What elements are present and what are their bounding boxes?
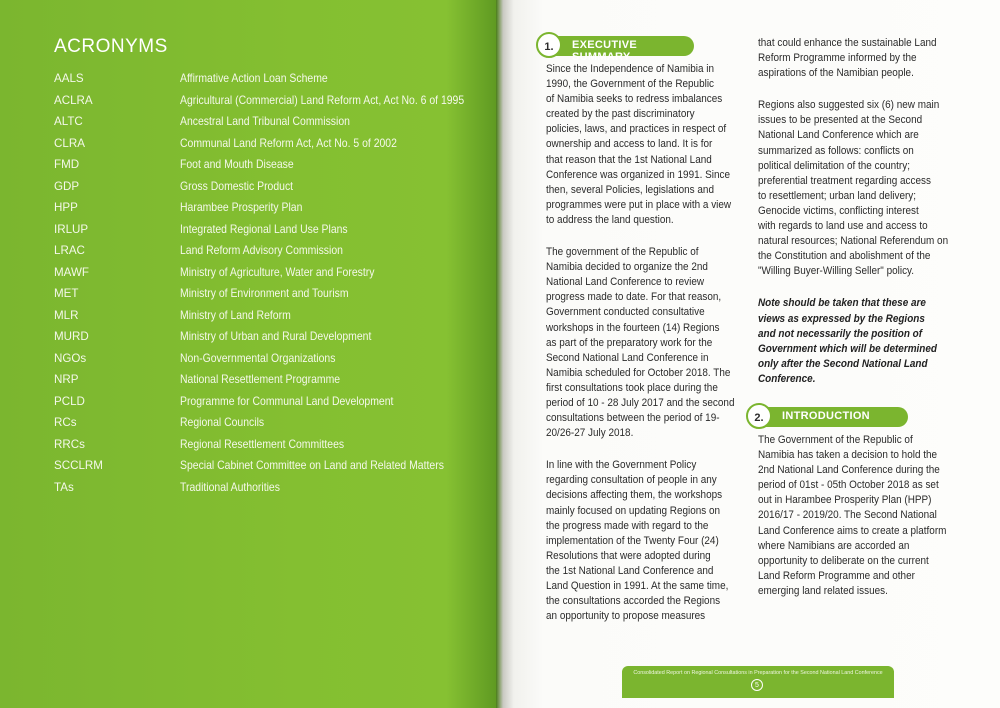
acronym-abbreviation: MET [54,287,79,300]
page-footer [622,666,894,698]
acronym-row [54,223,484,241]
acronym-abbreviation: HPP [54,201,78,214]
acronym-definition: Integrated Regional Land Use Plans [180,222,348,236]
acronym-definition: Regional Councils [180,416,265,429]
acronym-definition: Ministry of Land Reform [180,308,291,322]
executive-summary-paragraph-1: Since the Independence of Namibia in 1990, the Government of the Republic of Namibia seeks to redress imbalances created by the past discriminatory policies, laws, and practices in respect of ownership and access to land. It is for that reason that the 1st National Land Conference was organized in 1991. Since then, several Policies, legislations and programmes were put in place with a view to address the land question. [546,63,732,226]
section-2-title: INTRODUCTION [782,410,870,422]
acronym-definition: Harambee Prosperity Plan [180,201,303,214]
acronym-row [54,330,484,348]
acronym-row [54,201,484,219]
introduction-paragraph-1: The Government of the Republic of Namibia has taken a decision to hold the 2nd National Land Conference during the period of 01st - 05th October 2018 as set out in Harambee Prosperity Plan (HPP) 2016/17 - 2019/20. The Second National Land Conference aims to create a platform where Namibians are accorded an opportunity to deliberate on the current Land Reform Programme and other emerging land related issues. [758,433,947,597]
acronym-definition: Non-Governmental Organizations [180,351,336,365]
acronym-abbreviation: NRP [54,373,79,386]
acronym-row [54,459,484,477]
footer-text: Consolidated Report on Regional Consultations in Preparation for the Second National Land Conference [633,670,883,676]
acronym-abbreviation: TAs [54,480,74,494]
acronym-abbreviation: FMD [54,158,80,171]
acronym-row [54,266,484,284]
acronym-definition: Foot and Mouth Disease [180,158,294,171]
acronym-abbreviation: PCLD [54,394,85,408]
executive-summary-paragraph-4: that could enhance the sustainable Land Reform Programme informed by the aspirations of the Namibian people. [758,37,937,80]
acronym-definition: Agricultural (Commercial) Land Reform Act, Act No. 6 of 1995 [180,93,465,107]
acronym-definition: Programme for Communal Land Development [180,394,394,408]
section-1-title: EXECUTIVE SUMMARY [572,39,638,63]
acronym-abbreviation: LRAC [54,244,85,257]
acronym-abbreviation: AALS [54,72,84,85]
acronym-row [54,158,484,176]
acronym-definition: Affirmative Action Loan Scheme [180,72,328,85]
acronym-abbreviation: RCs [54,416,77,429]
acronyms-title: ACRONYMS [54,36,168,57]
acronyms-page [0,0,496,708]
acronym-abbreviation: MURD [54,330,89,343]
acronym-row [54,180,484,198]
acronym-abbreviation: MAWF [54,265,89,279]
left-column [546,62,742,624]
acronym-abbreviation: GDP [54,179,80,193]
acronym-definition: Ministry of Urban and Rural Development [180,330,372,343]
acronym-row [54,115,484,133]
acronym-row [54,137,484,155]
acronym-definition: Regional Resettlement Committees [180,437,345,451]
section-2-header [752,407,908,427]
acronym-definition: Traditional Authorities [180,480,280,494]
acronym-abbreviation: CLRA [54,136,85,150]
acronym-definition: Gross Domestic Product [180,179,294,193]
acronym-abbreviation: MLR [54,308,79,322]
acronym-definition: Ministry of Environment and Tourism [180,287,349,300]
acronym-abbreviation: ACLRA [54,93,93,107]
section-1-number: 1. [536,32,562,58]
report-page [514,0,1000,708]
acronym-row [54,72,484,90]
acronym-definition: Communal Land Reform Act, Act No. 5 of 2002 [180,136,397,150]
acronym-row [54,352,484,370]
acronym-row [54,244,484,262]
acronym-abbreviation: SCCLRM [54,459,103,472]
page-number: 5 [751,679,763,691]
book-spine [496,0,514,708]
section-1-header [542,36,694,63]
executive-summary-paragraph-3: In line with the Government Policy regarding consultation of people in any decisions affecting them, the workshops mainly focused on updating Regions on the progress made with regard to the implementation of the Twenty Four (24) Resolutions that were adopted during the 1st National Land Conference and Land Question in 1991. At the same time, the consultations accorded the Regions an opportunity to propose measures [546,459,729,623]
acronym-row [54,309,484,327]
acronym-abbreviation: NGOs [54,351,87,365]
acronym-abbreviation: IRLUP [54,222,89,236]
acronym-row [54,94,484,112]
acronym-row [54,287,484,305]
acronym-row [54,438,484,456]
acronym-definition: National Resettlement Programme [180,373,341,386]
acronym-row [54,481,484,499]
acronym-definition: Ancestral Land Tribunal Commission [180,115,350,128]
executive-summary-note: Note should be taken that these are views as expressed by the Regions and not necessarily the position of Government which will be determined only after the Second National Land Conference. [758,297,937,385]
acronym-definition: Land Reform Advisory Commission [180,244,343,257]
acronym-abbreviation: ALTC [54,115,83,128]
acronym-row [54,373,484,391]
acronym-row [54,416,484,434]
acronym-definition: Special Cabinet Committee on Land and Related Matters [180,459,444,472]
acronym-row [54,395,484,413]
section-2-number: 2. [746,403,772,429]
acronym-abbreviation: RRCs [54,437,85,451]
right-column [758,36,970,599]
acronym-definition: Ministry of Agriculture, Water and Forestry [180,265,375,279]
executive-summary-paragraph-2: The government of the Republic of Namibia decided to organize the 2nd National Land Conference to review progress made to date. For that reason, Government conducted consultative workshops in the fourteen (14) Regions as part of the preparatory work for the Second National Land Conference in Namibia scheduled for October 2018. The first consultations took place during the period of 10 - 28 July 2017 and the second consultations between the period of 19- 20/26-27 July 2018. [546,246,735,440]
executive-summary-paragraph-5: Regions also suggested six (6) new main issues to be presented at the Second National Land Conference which are summarized as follows: conflicts on political delimitation of the country; preferential treatment regarding access to resettlement; urban land delivery; Genocide victims, conflicting interest with regards to land use and access to natural resources; National Referendum on the Constitution and abolishment of the "Willing Buyer-Willing Seller" policy. [758,99,949,278]
